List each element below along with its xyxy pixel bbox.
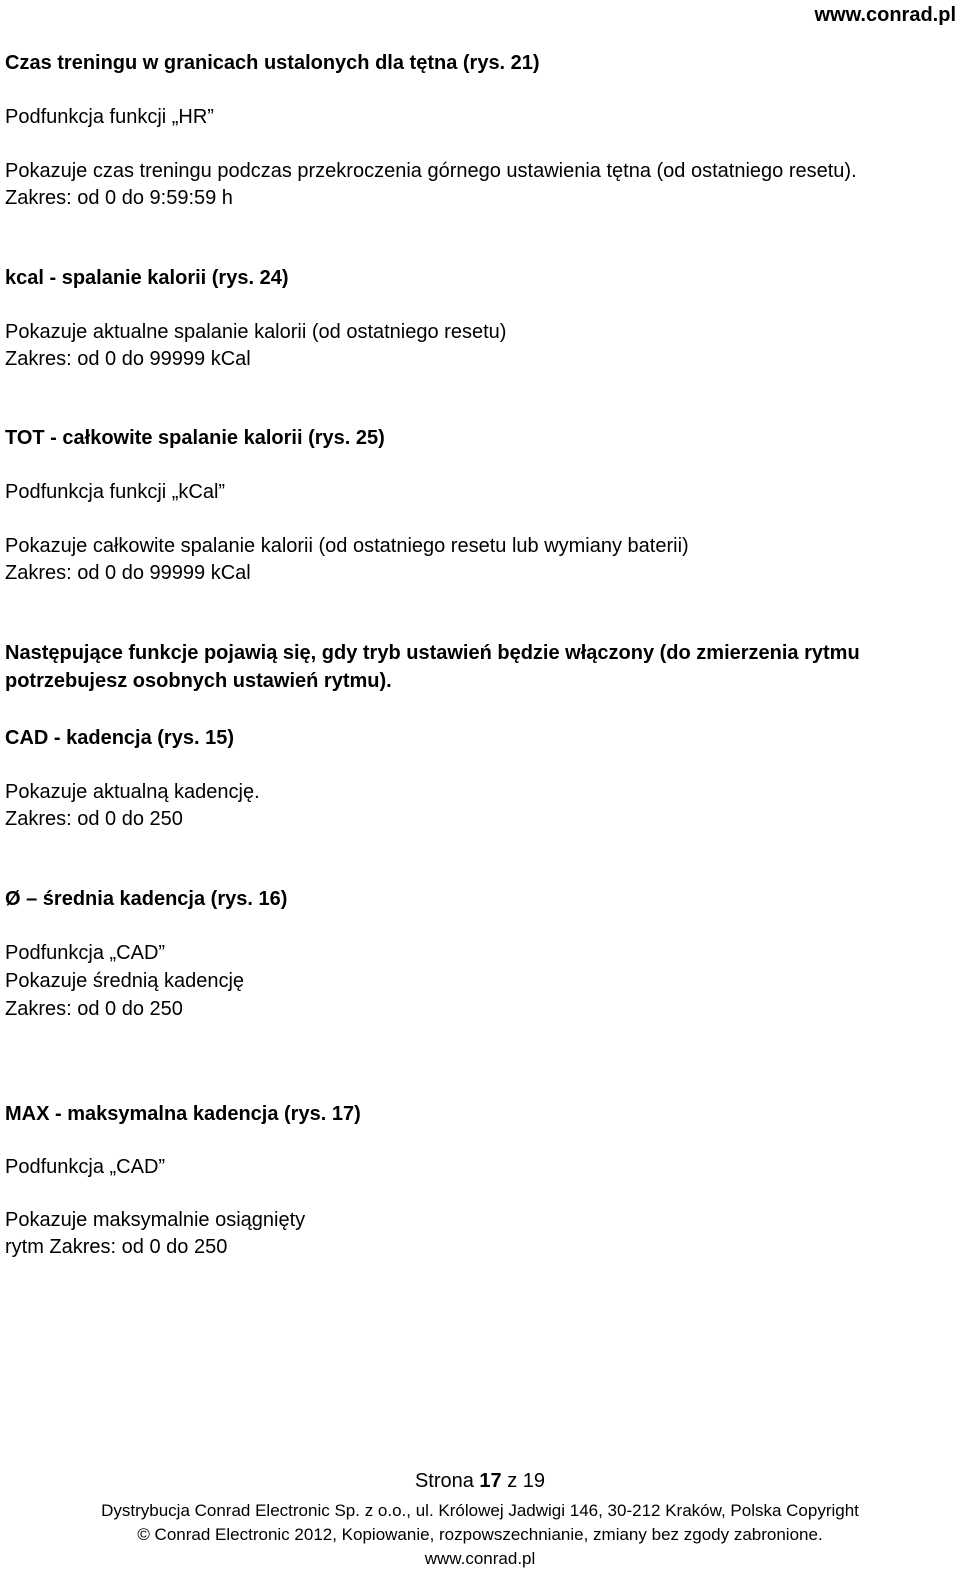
section-heading-max-cadence: MAX - maksymalna kadencja (rys. 17) [5,1103,361,1125]
text-line: Pokazuje średnią kadencję [5,970,245,992]
section-heading-hr-time: Czas treningu w granicach ustalonych dla tętna (rys. 21) [5,52,540,74]
section-heading-kcal: kcal - spalanie kalorii (rys. 24) [5,267,289,289]
page-total: 19 [522,1470,546,1492]
page-number [0,1468,960,1494]
text-line: Zakres: od 0 do 99999 kCal [5,562,251,584]
text-line: Podfunkcja „CAD” [5,1156,166,1178]
text-line: Zakres: od 0 do 250 [5,998,183,1020]
text-line: Pokazuje czas treningu podczas przekroczenia górnego ustawienia tętna (od ostatniego resetu). [5,160,857,182]
text-line: Podfunkcja funkcji „HR” [5,106,214,128]
header-site-link: www.conrad.pl [814,4,956,26]
section-heading-cad: CAD - kadencja (rys. 15) [5,727,234,749]
page-separator: z [501,1470,523,1492]
text-line: Zakres: od 0 do 250 [5,808,183,830]
text-line: Pokazuje aktualną kadencję. [5,781,260,803]
footer-address: Dystrybucja Conrad Electronic Sp. z o.o., ul. Królowej Jadwigi 146, 30-212 Kraków, Polska Copyright [101,1501,859,1520]
text-line: Zakres: od 0 do 99999 kCal [5,348,251,370]
notice-paragraph: Następujące funkcje pojawią się, gdy tryb ustawień będzie włączony (do zmierzenia rytmu [5,642,860,664]
notice-paragraph: potrzebujesz osobnych ustawień rytmu). [5,670,392,692]
footer-site-link: www.conrad.pl [424,1549,536,1568]
text-line: Pokazuje całkowite spalanie kalorii (od ostatniego resetu lub wymiany baterii) [5,535,689,557]
page-current: 17 [479,1470,502,1492]
text-line: Pokazuje maksymalnie osiągnięty [5,1209,306,1231]
page-prefix: Strona [414,1470,480,1492]
section-heading-tot: TOT - całkowite spalanie kalorii (rys. 25) [5,427,385,449]
text-line: Pokazuje aktualne spalanie kalorii (od ostatniego resetu) [5,321,507,343]
text-line: Podfunkcja funkcji „kCal” [5,481,226,503]
text-line: Podfunkcja „CAD” [5,942,166,964]
text-line: Zakres: od 0 do 9:59:59 h [5,187,233,209]
footer-copyright: © Conrad Electronic 2012, Kopiowanie, rozpowszechnianie, zmiany bez zgody zabronione. [137,1525,823,1544]
section-heading-avg-cadence: Ø – średnia kadencja (rys. 16) [5,888,288,910]
text-line: rytm Zakres: od 0 do 250 [5,1236,228,1258]
